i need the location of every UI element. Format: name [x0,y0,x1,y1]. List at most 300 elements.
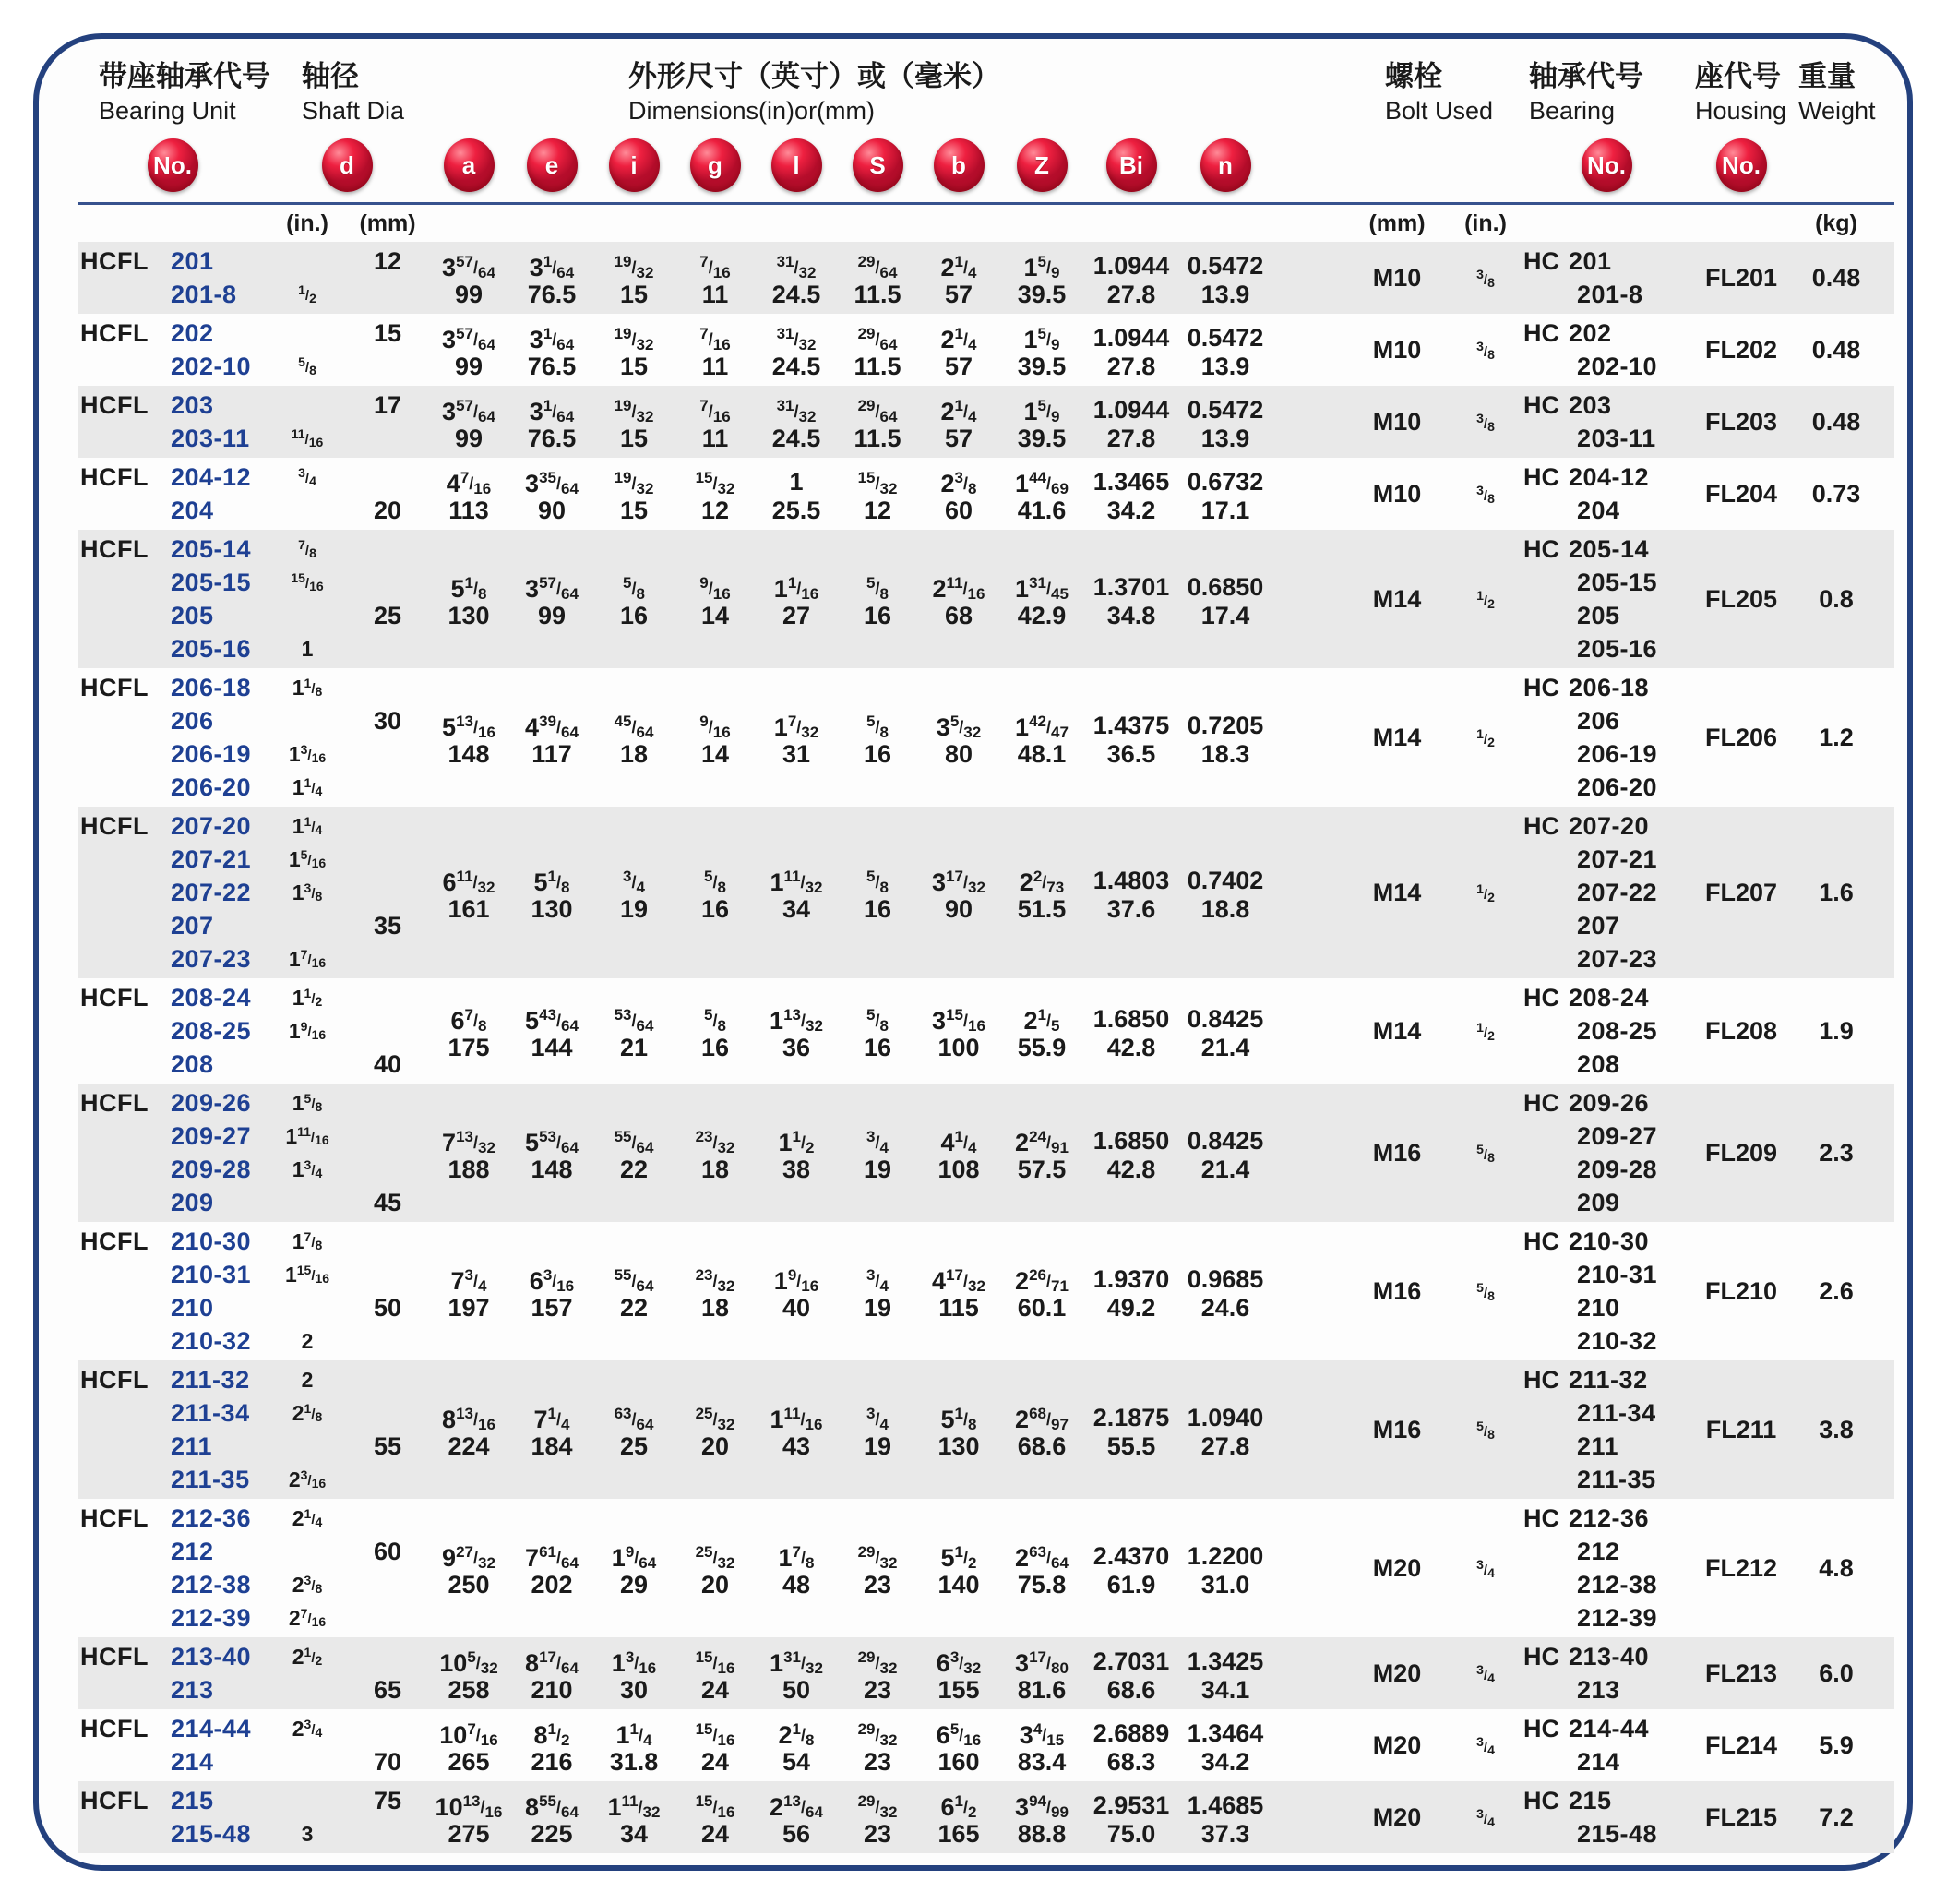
dim-z-in: 394/99 [1015,1791,1069,1821]
weight-value: 1.9 [1819,1016,1854,1045]
dim-g [675,247,756,309]
dim-s-in: 3/4 [866,1404,889,1433]
shaft-dia-in-value [267,1291,348,1324]
bearing-number: 206-20 [1577,772,1658,801]
dim-a-in: 357/64 [442,396,495,425]
dim-g-mm: 20 [700,1570,730,1599]
shaft-dia-in-value: 13/4 [292,1157,323,1181]
dim-Z-badge: Z [1017,138,1068,192]
bearing-number: 209-26 [1569,1088,1650,1117]
unit-number: 213-40 [171,1642,252,1670]
shaft-dia-in [267,1712,348,1778]
dim-e [510,1538,593,1599]
dim-l-in: 11/16 [773,573,819,603]
dim-s [837,1000,918,1062]
unit-prefix: HCFL [80,811,149,840]
shaft-dia-mm-value: 60 [373,1537,402,1565]
weight-value: 0.48 [1811,407,1861,436]
bearing-no-badge: No. [1582,138,1632,192]
dim-b [918,319,999,381]
dim-s-mm: 11.5 [854,424,901,452]
bearing-number: 205-14 [1569,534,1650,563]
dim-i-badge: i [609,138,660,192]
subheader-weight-kg: (kg) [1815,210,1857,236]
housing-number: FL206 [1704,723,1778,751]
table-row [78,1637,1894,1709]
dim-b-in: 21/4 [940,396,977,425]
dim-bi [1084,862,1178,924]
bearing-number: 210-32 [1577,1326,1658,1355]
shaft-dia-mm-value [348,1712,427,1745]
dim-z [999,1643,1084,1705]
weight-value: 0.48 [1811,263,1861,292]
dim-z [999,463,1084,525]
badge-cell-Bi [1084,138,1178,192]
dim-e-mm: 225 [531,1819,573,1848]
dim-bi [1084,319,1178,381]
shaft-dia-in-value [267,1784,348,1817]
badge-cell-a [427,138,510,192]
shaft-dia-mm [348,461,427,527]
column-badges [78,136,1894,195]
dim-g [675,1122,756,1184]
dim-i-in: 19/32 [614,396,654,425]
shaft-dia-mm-value [348,533,427,566]
bearing-number: 214-44 [1569,1714,1650,1742]
bearing-number: 206 [1577,706,1620,735]
unit-number: 212 [171,1537,214,1565]
dim-z-mm: 60.1 [1017,1293,1067,1322]
dim-l [756,862,837,924]
dim-a [427,1715,510,1777]
bearing-numbers [1523,1784,1689,1850]
unit-number: 208-25 [171,1016,252,1045]
dim-a-in: 73/4 [450,1265,487,1295]
shaft-dia-in-value: 5/8 [298,354,316,377]
bolt-mm: M14 [1372,723,1422,751]
header-housing [1689,57,1793,126]
shaft-dia-mm [348,671,427,804]
unit-number: 201 [171,246,214,275]
unit-number: 214-44 [171,1714,252,1742]
dim-g-mm: 24 [700,1747,730,1776]
dim-z-in: 263/64 [1015,1542,1069,1572]
dim-b [918,1000,999,1062]
dim-s-mm: 19 [863,1155,892,1183]
dim-bi [1084,1000,1178,1062]
dim-e [510,569,593,630]
weight-value: 4.8 [1819,1553,1854,1582]
dim-a [427,1000,510,1062]
dim-a-mm: 197 [448,1293,490,1322]
dim-e [510,1000,593,1062]
bolt-in: $^1$/2 [1476,725,1495,749]
dim-z-mm: 41.6 [1017,496,1067,524]
dim-a-in: 1013/16 [435,1791,503,1821]
shaft-dia-in-value: 15/16 [291,570,324,593]
unit-number: 209 [171,1188,214,1216]
dim-e-in: 335/64 [525,468,579,497]
dim-g-mm: 16 [700,1033,730,1061]
dim-b [918,1643,999,1705]
dim-bi-in: 1.3465 [1092,467,1170,496]
housing-number: FL202 [1704,335,1778,364]
dim-z-mm: 81.6 [1017,1675,1067,1704]
dim-bi [1084,247,1178,309]
shaft-dia-in [267,981,348,1081]
dim-l-in: 131/32 [770,1647,823,1677]
dim-g [675,1399,756,1461]
shaft-dia-in [267,245,348,311]
dim-e-in: 357/64 [525,573,579,603]
dim-n-in: 0.7402 [1187,866,1264,894]
dim-g-in: 25/32 [695,1404,735,1433]
dim-s-in: 29/32 [857,1791,898,1821]
unit-number: 205-14 [171,534,252,563]
unit-prefix: HCFL [80,1088,149,1117]
bolt-in: $^5$/8 [1476,1141,1495,1165]
dim-l-in: 213/64 [770,1791,823,1821]
dim-i-mm: 21 [619,1033,649,1061]
bearing-number: 205-15 [1577,568,1658,596]
dim-i-in: 5/8 [623,573,645,603]
dim-s-mm: 23 [863,1675,892,1704]
shaft-dia-mm [348,1784,427,1850]
dim-e-badge: e [527,138,578,192]
dim-a [427,569,510,630]
dim-a [427,1399,510,1461]
shaft-dia-in-value: 13/16 [288,742,327,766]
dim-l-badge: l [771,138,822,192]
header-bolt-used-en: Bolt Used [1385,97,1494,125]
bearing-number: 203 [1569,390,1612,419]
unit-prefix: HCFL [80,318,149,347]
dim-bi [1084,1787,1178,1849]
housing-number: FL208 [1704,1016,1778,1045]
unit-numbers [163,1784,267,1850]
dim-a [427,1787,510,1849]
dim-l-mm: 50 [782,1675,811,1704]
dim-n-mm: 34.1 [1200,1675,1250,1704]
dim-g-mm: 24 [700,1819,730,1848]
bolt-in: $^1$/2 [1476,880,1495,904]
weight-value: 3.8 [1819,1415,1854,1443]
shaft-dia-mm-value [348,1568,427,1601]
bolt-mm: M16 [1372,1415,1422,1443]
dim-n-mm: 18.8 [1200,894,1250,923]
shaft-dia-mm-value: 17 [373,390,402,419]
dim-b-in: 211/16 [932,573,985,603]
dim-a-mm: 113 [448,496,489,524]
dim-g-mm: 12 [700,496,730,524]
shaft-dia-in [267,461,348,527]
shaft-dia-mm-value [348,1086,427,1120]
unit-numbers [163,1086,267,1219]
dim-s-in: 29/32 [857,1542,898,1572]
header-dimensions-en: Dimensions(in)or(mm) [628,97,876,125]
dim-g-in: 5/8 [704,1005,726,1035]
bearing-numbers [1523,461,1689,527]
unit-numbers [163,1712,267,1778]
dim-l-in: 111/16 [770,1404,823,1433]
bearing-prefix: HC [1523,462,1559,491]
dim-b-mm: 140 [937,1570,980,1599]
shaft-dia-mm-value [348,1817,427,1850]
weight-value: 1.2 [1819,723,1854,751]
dim-e [510,1643,593,1705]
dim-g-mm: 18 [700,1155,730,1183]
dim-i-in: 11/4 [615,1719,652,1749]
dim-bi-mm: 68.6 [1106,1675,1156,1704]
housing-number: FL205 [1704,584,1778,613]
table-row [78,386,1894,458]
dim-z-mm: 68.6 [1017,1431,1067,1460]
dim-a-mm: 148 [448,739,490,768]
unit-number: 207-22 [171,878,252,906]
dim-s [837,1643,918,1705]
dim-i-in: 53/64 [614,1005,654,1035]
bearing-prefix: HC [1523,811,1559,840]
shaft-dia-mm-value [348,1014,427,1048]
shaft-dia-mm-value: 45 [373,1188,402,1216]
dim-n [1178,569,1272,630]
header-dimensions-zh: 外形尺寸（英寸）或（毫米） [628,60,1000,92]
shaft-dia-in-value: 1 [301,636,314,661]
dim-l-in: 17/8 [778,1542,815,1572]
unit-number: 215 [171,1786,214,1814]
dim-s-mm: 19 [863,1293,892,1322]
unit-number: 206 [171,706,214,735]
dim-g [675,1000,756,1062]
table-row [78,1360,1894,1499]
dim-a [427,1261,510,1323]
bolt-mm: M16 [1372,1276,1422,1305]
shaft-dia-mm-value [348,1396,427,1430]
dim-s-in: 29/64 [857,324,898,353]
shaft-dia-mm [348,389,427,455]
dim-g-in: 23/32 [695,1265,735,1295]
dim-s-in: 29/32 [857,1719,898,1749]
bearing-number: 206-18 [1569,673,1650,701]
housing-number: FL209 [1704,1138,1778,1167]
shaft-dia-mm-value [348,843,427,876]
dim-n-mm: 34.2 [1200,1747,1250,1776]
dim-n [1178,1787,1272,1849]
dim-b-in: 35/32 [936,712,982,741]
bearing-number: 209-27 [1577,1121,1658,1150]
dim-b-mm: 57 [944,352,973,380]
housing-number: FL214 [1704,1730,1778,1759]
dim-g-in: 7/16 [699,396,731,425]
unit-prefix: HCFL [80,462,149,491]
dim-a-badge: a [444,138,495,192]
dim-s-mm: 16 [863,1033,892,1061]
dim-l [756,1787,837,1849]
dim-b-badge: b [934,138,985,192]
dim-e-mm: 148 [531,1155,573,1183]
dim-e-mm: 157 [531,1293,573,1322]
bolt-in: $^3$/4 [1476,1733,1495,1757]
badge-cell-e [510,138,593,192]
dim-i-mm: 25 [619,1431,649,1460]
housing-number: FL213 [1704,1659,1778,1687]
bearing-number: 211 [1577,1431,1619,1460]
unit-number: 205-15 [171,568,252,596]
shaft-dia-in-value [267,1535,348,1568]
bolt-mm: M10 [1372,479,1422,508]
shaft-dia-in-value: 17/8 [292,1229,323,1253]
shaft-d-badge: d [322,138,373,192]
dim-l [756,1538,837,1599]
dim-l-mm: 25.5 [771,496,821,524]
dim-b-mm: 90 [944,894,973,923]
dim-g-in: 23/32 [695,1127,735,1156]
dim-z-in: 15/9 [1023,396,1060,425]
dim-n [1178,1000,1272,1062]
shaft-dia-mm [348,317,427,383]
unit-numbers [163,245,267,311]
shaft-dia-mm [348,1086,427,1219]
header-bolt-used [1346,57,1523,126]
dim-s-mm: 23 [863,1747,892,1776]
bearing-number: 209 [1577,1188,1620,1216]
shaft-dia-mm-value [348,566,427,599]
unit-numbers [163,809,267,976]
dim-z [999,1715,1084,1777]
dim-b [918,1122,999,1184]
dim-i-in: 13/16 [611,1647,657,1677]
dim-l-mm: 56 [782,1819,811,1848]
dim-a-in: 107/16 [439,1719,498,1749]
dim-bi-in: 1.6850 [1092,1126,1170,1155]
header-bearing-unit [78,57,270,126]
bearing-number: 211-32 [1569,1365,1648,1394]
housing-number: FL203 [1704,407,1778,436]
bolt-in: $^3$/8 [1476,410,1495,434]
dim-bi-mm: 34.8 [1106,601,1156,629]
shaft-dia-in-value [267,1048,348,1081]
dim-z [999,569,1084,630]
dim-l-mm: 24.5 [771,280,821,308]
dim-n-in: 0.6732 [1187,467,1264,496]
shaft-dia-mm [348,533,427,665]
bolt-in: $^3$/4 [1476,1661,1495,1685]
weight-value: 7.2 [1819,1802,1854,1831]
unit-numbers [163,981,267,1081]
dim-z [999,247,1084,309]
shaft-dia-mm-value [348,1324,427,1358]
dim-z [999,1538,1084,1599]
badge-cell-bearing-no [1523,138,1689,192]
dim-n-in: 1.3464 [1187,1718,1264,1747]
shaft-dia-in-value: 1/2 [298,282,316,305]
dim-bi-in: 1.0944 [1092,395,1170,424]
table-row [78,807,1894,978]
header-weight-zh: 重量 [1798,60,1856,92]
dim-bi-mm: 75.0 [1106,1819,1156,1848]
shaft-dia-mm-value: 12 [373,246,402,275]
shaft-dia-mm [348,981,427,1081]
badge-cell-l [756,138,837,192]
unit-numbers [163,1502,267,1635]
dim-g-mm: 14 [700,601,730,629]
shaft-dia-in-value [267,1430,348,1463]
housing-number: FL210 [1704,1276,1778,1305]
dim-g [675,463,756,525]
dim-n-in: 0.5472 [1187,323,1264,352]
unit-number: 207-20 [171,811,252,840]
bearing-number: 207 [1577,911,1620,940]
weight-value: 6.0 [1819,1659,1854,1687]
dim-n-badge: n [1200,138,1251,192]
dim-bi [1084,1715,1178,1777]
bolt-mm: M20 [1372,1553,1422,1582]
weight-value: 2.3 [1819,1138,1854,1167]
dim-a [427,862,510,924]
dim-z-in: 15/9 [1023,324,1060,353]
unit-number: 212-36 [171,1503,252,1532]
shaft-dia-in-value: 23/8 [292,1573,323,1597]
unit-number: 210-32 [171,1326,252,1355]
dim-b-mm: 130 [937,1431,980,1460]
dim-b-mm: 80 [944,739,973,768]
dim-g-mm: 14 [700,739,730,768]
unit-number: 212-39 [171,1603,252,1632]
shaft-dia-mm-value: 20 [373,496,402,524]
shaft-dia-in-value: 19/16 [288,1019,327,1043]
dim-l-in: 11/2 [778,1127,815,1156]
badge-cell-S [837,138,918,192]
dim-g-mm: 24 [700,1675,730,1704]
dim-a-mm: 250 [448,1570,490,1599]
dim-n-mm: 17.1 [1200,496,1250,524]
header-shaft-dia-en: Shaft Dia [302,97,405,125]
dim-g-badge: g [690,138,741,192]
unit-number: 211 [171,1431,213,1460]
shaft-dia-mm-value [348,461,427,494]
table-row [78,1709,1894,1781]
bearing-number: 202 [1569,318,1612,347]
dim-a-in: 927/32 [442,1542,495,1572]
unit-prefix: HCFL [80,1227,149,1255]
dim-l-mm: 31 [782,739,811,768]
bearing-number: 214 [1577,1747,1620,1776]
bearing-number: 208-25 [1577,1016,1658,1045]
dim-g-in: 5/8 [704,867,726,896]
dim-a-in: 357/64 [442,324,495,353]
dim-g-in: 15/32 [695,468,735,497]
dim-s [837,1122,918,1184]
dim-n [1178,1261,1272,1323]
bearing-number: 210-31 [1577,1260,1658,1288]
dim-b-in: 65/16 [936,1719,982,1749]
dim-n [1178,1399,1272,1461]
dim-z-in: 22/73 [1019,867,1065,896]
shaft-dia-in [267,317,348,383]
unit-prefix: HCFL [80,673,149,701]
weight-value: 2.6 [1819,1276,1854,1305]
unit-number: 207-23 [171,944,252,973]
shaft-dia-in-value: 2 [301,1328,314,1353]
dim-a-mm: 161 [448,894,490,923]
unit-prefix: HCFL [80,1503,149,1532]
badge-cell-g [675,138,756,192]
unit-number: 202-10 [171,352,252,380]
shaft-dia-mm-value: 75 [373,1786,402,1814]
shaft-dia-in-value [267,1673,348,1706]
dim-g [675,1787,756,1849]
dim-b [918,1399,999,1461]
